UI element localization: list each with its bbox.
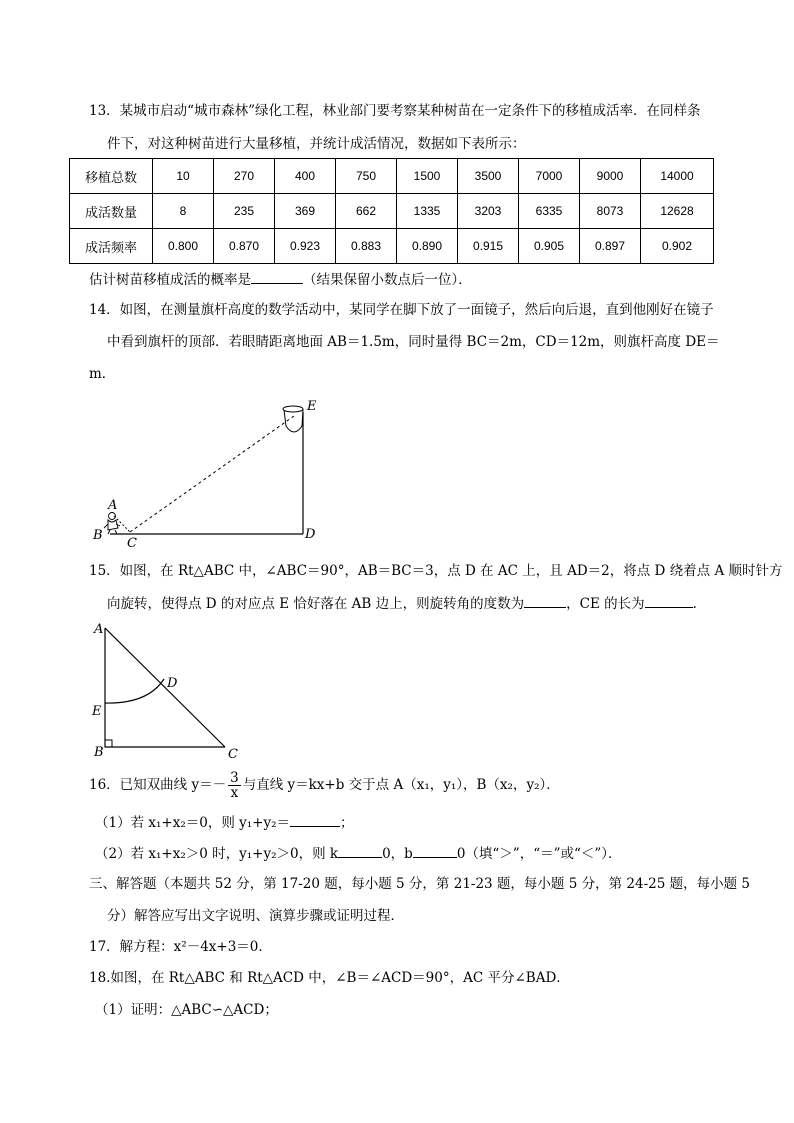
q15-stem-line2 [107, 593, 706, 614]
section3-heading-line1: 三、解答题（本题共 52 分，第 17-20 题，每小题 5 分，第 21-23 题，每小题 5 分，第 24-25 题，每小题 5 [89, 876, 750, 892]
table-cell: 0.897 [580, 229, 641, 264]
label-b: B [94, 745, 104, 760]
table-cell: 0.915 [458, 229, 519, 264]
hyperbola-fraction [228, 771, 241, 800]
row-header: 成活频率 [70, 229, 153, 264]
table-cell: 400 [275, 159, 336, 194]
table-cell: 7000 [519, 159, 580, 194]
q16-stem-post: 与直线 y＝kx+b 交于点 A（x₁，y₁），B（x₂，y₂）． [242, 777, 560, 793]
label-e: E [92, 704, 102, 719]
table-cell: 3500 [458, 159, 519, 194]
q16-part2-mid: 0，b [382, 846, 413, 862]
rotation-arc [105, 679, 164, 703]
table-cell: 3203 [458, 194, 519, 229]
table-cell: 14000 [641, 159, 714, 194]
q13-stem-line2: 件下，对这种树苗进行大量移植，并统计成活情况，数据如下表所示： [107, 136, 526, 152]
side-ac [105, 628, 225, 747]
table-cell: 12628 [641, 194, 714, 229]
table-row [70, 229, 714, 264]
q15-ce-blank[interactable] [645, 593, 693, 608]
table-cell: 8073 [580, 194, 641, 229]
right-angle-mark [105, 740, 112, 747]
q16-part1-pre: （1）若 x₁+x₂＝0，则 y₁+y₂＝ [95, 815, 291, 831]
table-cell: 270 [214, 159, 275, 194]
label-d: D [305, 527, 316, 542]
table-cell: 1500 [397, 159, 458, 194]
table-cell: 0.883 [336, 229, 397, 264]
q14-flagpole-diagram [88, 392, 328, 552]
q15-stem-line1: 15．如图，在 Rt△ABC 中，∠ABC＝90°，AB＝BC＝3，点 D 在 AC 上，且 AD＝2，将点 D 绕着点 A 顺时针方 [89, 563, 783, 579]
q16-part2-pre: （2）若 x₁+x₂＞0 时，y₁+y₂＞0，则 k [95, 846, 339, 862]
label-d: D [167, 676, 178, 691]
q15-line2-pre: 向旋转，使得点 D 的对应点 E 恰好落在 AB 边上，则旋转角的度数为 [107, 596, 525, 612]
q16-part1-post: ； [340, 815, 354, 831]
q18-stem: 18.如图，在 Rt△ABC 和 Rt△ACD 中，∠B＝∠ACD＝90°，AC 平分∠BAD． [89, 970, 570, 986]
q16-part2 [95, 843, 622, 864]
q16-b-blank[interactable] [413, 843, 457, 858]
label-e: E [307, 399, 317, 414]
fraction-denominator: x [230, 785, 239, 801]
section3-heading-line2: 分）解答应写出文字说明、演算步骤或证明过程． [107, 908, 404, 924]
table-cell: 369 [275, 194, 336, 229]
label-b: B [93, 528, 103, 543]
survival-rate-table [69, 158, 714, 264]
q13-estimate-post: （结果保留小数点后一位）． [303, 272, 472, 288]
table-cell: 0.890 [397, 229, 458, 264]
label-a: A [94, 622, 104, 637]
table-row [70, 159, 714, 194]
q13-estimate-pre: 估计树苗移植成活的概率是 [89, 272, 251, 288]
table-cell: 9000 [580, 159, 641, 194]
q14-stem-line1: 14．如图，在测量旗杆高度的数学活动中，某同学在脚下放了一面镜子，然后向后退，直到他刚好在镜子 [89, 302, 714, 318]
q16-stem [89, 770, 560, 800]
label-c: C [228, 747, 238, 762]
table-row [70, 194, 714, 229]
q17-stem: 17．解方程：x²－4x+3＝0． [89, 939, 272, 955]
row-header: 成活数量 [70, 194, 153, 229]
table-cell: 0.923 [275, 229, 336, 264]
table-cell: 235 [214, 194, 275, 229]
table-cell: 10 [153, 159, 214, 194]
q13-stem-line1: 13．某城市启动“城市森林”绿化工程，林业部门要考察某种树苗在一定条件下的移植成活率．在同样条 [89, 103, 701, 119]
fraction-numerator: 3 [230, 770, 239, 786]
table-cell: 750 [336, 159, 397, 194]
sight-line-ce [130, 416, 294, 532]
q14-stem-line3: m． [89, 366, 116, 382]
q16-part2-post: 0（填“＞”，“＝”或“＜”）． [456, 846, 622, 862]
flagpole-top-ellipse [283, 406, 303, 412]
table-cell: 1335 [397, 194, 458, 229]
table-cell: 662 [336, 194, 397, 229]
person-figure [104, 513, 120, 535]
table-cell: 0.800 [153, 229, 214, 264]
q15-angle-blank[interactable] [524, 593, 566, 608]
q15-line2-mid: ，CE 的长为 [566, 596, 645, 612]
q16-part1-blank[interactable] [290, 812, 340, 827]
table-cell: 0.902 [641, 229, 714, 264]
row-header: 移植总数 [70, 159, 153, 194]
q16-part1 [95, 812, 354, 833]
q16-stem-pre: 16．已知双曲线 y＝－ [89, 777, 227, 793]
q13-estimate [89, 269, 472, 290]
q14-stem-line2: 中看到旗杆的顶部．若眼睛距离地面 AB＝1.5m，同时量得 BC＝2m，CD＝12m，则旗杆高度 DE＝ [107, 334, 720, 350]
q18-part1: （1）证明：△ABC∽△ACD； [95, 1002, 278, 1018]
table-cell: 6335 [519, 194, 580, 229]
q16-k-blank[interactable] [338, 843, 382, 858]
table-cell: 8 [153, 194, 214, 229]
q13-answer-blank[interactable] [251, 269, 303, 284]
q15-rotation-diagram [88, 616, 248, 762]
label-c: C [127, 536, 137, 551]
q15-line2-post: ． [692, 596, 707, 612]
table-cell: 0.905 [519, 229, 580, 264]
table-cell: 0.870 [214, 229, 275, 264]
label-a: A [108, 498, 118, 513]
